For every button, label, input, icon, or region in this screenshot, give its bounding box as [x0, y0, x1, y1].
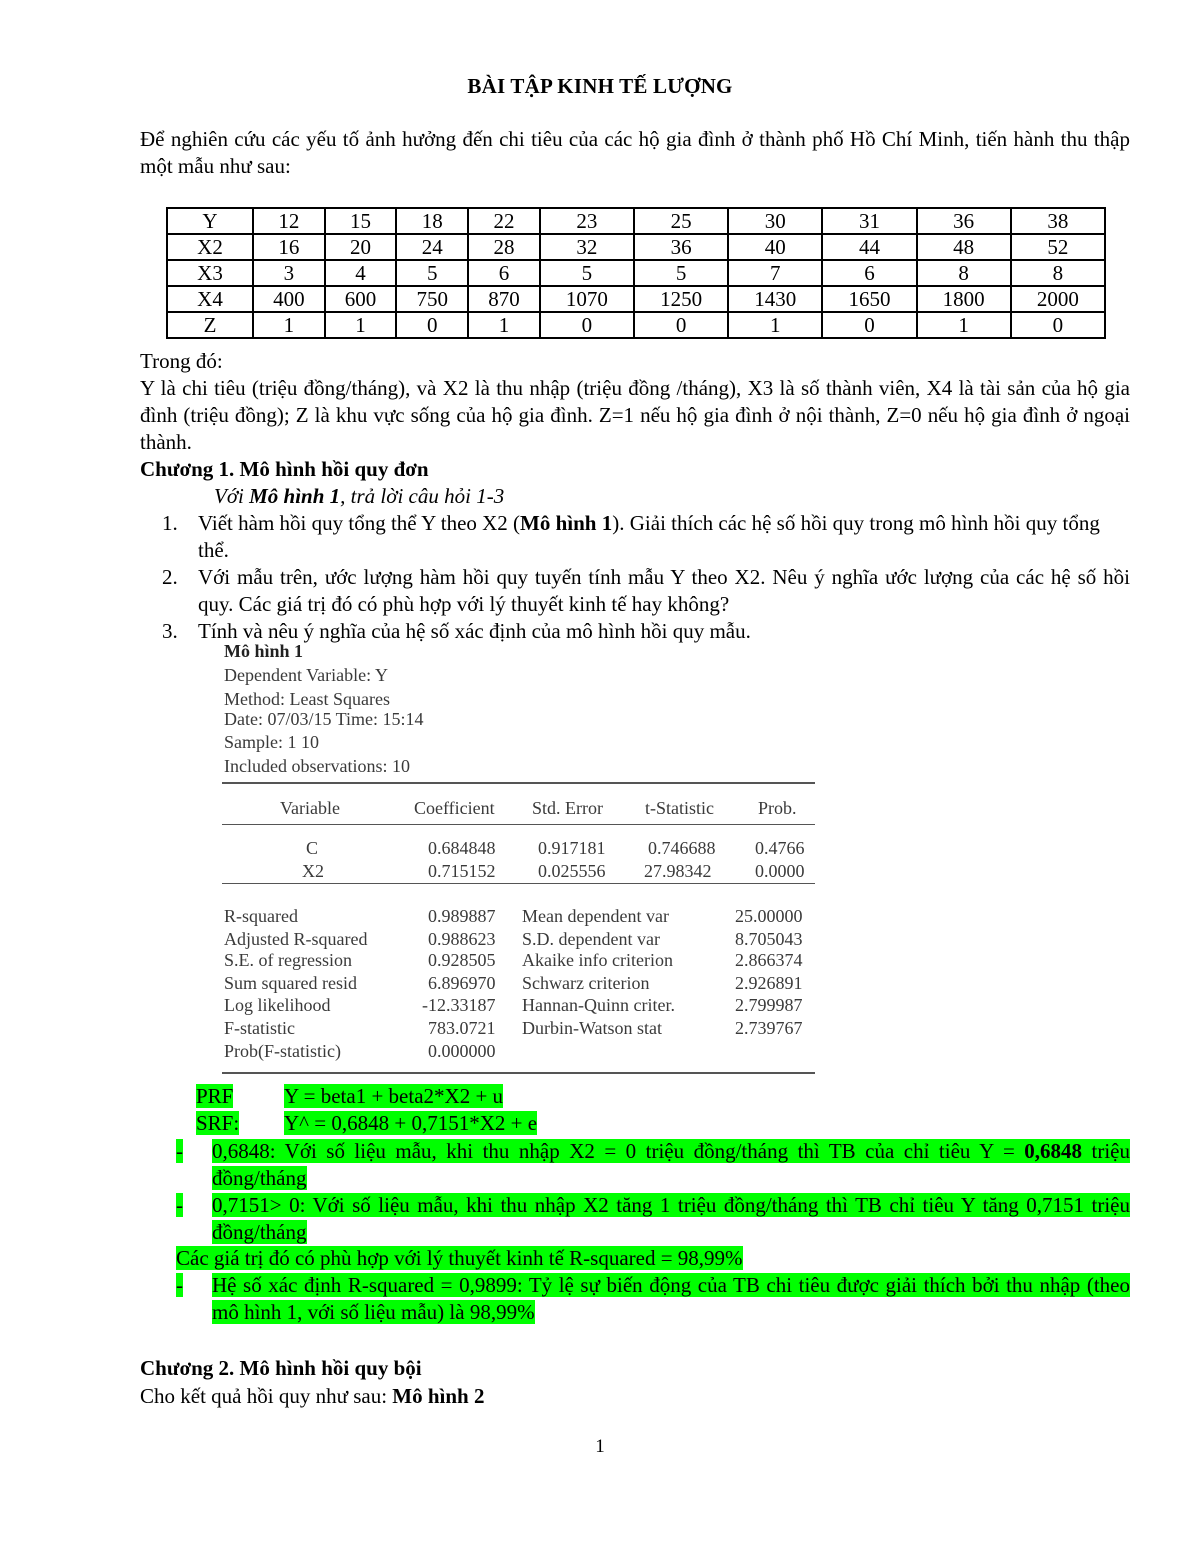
stat-label: R-squared [224, 906, 298, 926]
table-cell: 24 [396, 234, 468, 260]
table-cell: 1 [325, 312, 397, 338]
date-time: Date: 07/03/15 Time: 15:14 [224, 709, 424, 729]
table-row [167, 286, 1105, 312]
notes-heading: Trong đó: [140, 349, 223, 373]
table-cell: 5 [540, 260, 634, 286]
stat-value: 8.705043 [735, 929, 803, 949]
stat-label: Schwarz criterion [522, 973, 650, 993]
table-cell: 1 [468, 312, 540, 338]
stat-label: Mean dependent var [522, 906, 669, 926]
row-label: Z [167, 312, 253, 338]
table-cell: 15 [325, 208, 397, 234]
table-cell: 0 [396, 312, 468, 338]
answer-slope: 0,7151> 0: Với số liệu mẫu, khi thu nhập X2 tăng 1 triệu đồng/tháng thì TB chỉ tiêu Y tăng 0,7151 triệu đồng/tháng [212, 1193, 1130, 1244]
stat-value: 25.00000 [735, 906, 803, 926]
document-title: BÀI TẬP KINH TẾ LƯỢNG [467, 74, 733, 98]
table-cell: 31 [822, 208, 916, 234]
table-cell: 750 [396, 286, 468, 312]
intro-paragraph: Để nghiên cứu các yếu tố ảnh hưởng đến chi tiêu của các hộ gia đình ở thành phố Hồ Chí Minh, tiến hành thu thập một mẫu như sau: [140, 127, 1130, 178]
table-cell: 6 [468, 260, 540, 286]
srf-equation: Y^ = 0,6848 + 0,7151*X2 + e [284, 1111, 538, 1135]
srf-label: SRF: [196, 1111, 240, 1135]
table-cell: 600 [325, 286, 397, 312]
table-cell: 3 [253, 260, 325, 286]
coef-value: 0.715152 [428, 861, 496, 881]
stat-value: 0.988623 [428, 929, 496, 949]
table-cell: 5 [396, 260, 468, 286]
table-cell: 20 [325, 234, 397, 260]
dependent-variable: Dependent Variable: Y [224, 665, 388, 685]
table-cell: 25 [634, 208, 728, 234]
table-cell: 36 [917, 208, 1011, 234]
coef-value: 0.684848 [428, 838, 496, 858]
stat-label: Durbin-Watson stat [522, 1018, 663, 1038]
stat-label: F-statistic [224, 1018, 295, 1038]
prf-label: PRF [196, 1084, 234, 1108]
stat-value: 2.799987 [735, 995, 803, 1015]
stat-value: 6.896970 [428, 973, 496, 993]
stat-value: -12.33187 [422, 995, 496, 1015]
row-label: X4 [167, 286, 253, 312]
stat-label: Akaike info criterion [522, 950, 673, 970]
table-cell: 0 [634, 312, 728, 338]
rule-bottom [222, 1072, 815, 1074]
table-row [167, 260, 1105, 286]
stat-label: S.D. dependent var [522, 929, 660, 949]
chapter2-intro: Cho kết quả hồi quy như sau: Mô hình 2 [140, 1384, 485, 1408]
table-cell: 1 [917, 312, 1011, 338]
included-observations: Included observations: 10 [224, 756, 410, 776]
col-header-prob: Prob. [758, 798, 797, 818]
table-row [167, 208, 1105, 234]
coef-stderror: 0.917181 [538, 838, 606, 858]
table-cell: 1250 [634, 286, 728, 312]
bullet-marker: - [176, 1273, 183, 1297]
table-cell: 1650 [822, 286, 916, 312]
stat-label: S.E. of regression [224, 950, 352, 970]
stat-label: Sum squared resid [224, 973, 357, 993]
table-cell: 0 [540, 312, 634, 338]
row-label: X3 [167, 260, 253, 286]
prf-equation: Y = beta1 + beta2*X2 + u [284, 1084, 504, 1108]
stat-value: 0.000000 [428, 1041, 496, 1061]
table-cell: 40 [728, 234, 822, 260]
answer-r-squared: Hệ số xác định R-squared = 0,9899: Tỷ lệ sự biến động của TB chi tiêu được giải thích bởi thu nhập (theo mô hình 1, với số liệu mẫu) là 98,99% [212, 1273, 1130, 1324]
table-cell: 48 [917, 234, 1011, 260]
bullet-marker: - [176, 1193, 183, 1217]
bullet-marker: - [176, 1139, 183, 1163]
table-cell: 32 [540, 234, 634, 260]
stat-value: 783.0721 [428, 1018, 496, 1038]
stat-value: 2.926891 [735, 973, 803, 993]
table-cell: 8 [1011, 260, 1105, 286]
coef-tstat: 0.746688 [648, 838, 716, 858]
chapter2-title: Chương 2. Mô hình hồi quy bội [140, 1356, 422, 1380]
table-cell: 4 [325, 260, 397, 286]
rule-top [222, 782, 815, 784]
stat-label: Adjusted R-squared [224, 929, 368, 949]
col-header-stderror: Std. Error [532, 798, 603, 818]
table-cell: 30 [728, 208, 822, 234]
data-table [166, 207, 1106, 339]
stat-value: 0.989887 [428, 906, 496, 926]
question-list [140, 510, 1130, 645]
table-cell: 0 [1011, 312, 1105, 338]
question-item: 2. Với mẫu trên, ước lượng hàm hồi quy tuyến tính mẫu Y theo X2. Nêu ý nghĩa ước lượng của các hệ số hồi quy. Các giá trị đó có phù hợp với lý thuyết kinh tế hay không? [162, 565, 1130, 616]
row-label: Y [167, 208, 253, 234]
col-header-variable: Variable [280, 798, 340, 818]
table-cell: 870 [468, 286, 540, 312]
table-cell: 44 [822, 234, 916, 260]
table-cell: 8 [917, 260, 1011, 286]
table-cell: 12 [253, 208, 325, 234]
table-row [167, 312, 1105, 338]
table-cell: 22 [468, 208, 540, 234]
table-cell: 0 [822, 312, 916, 338]
table-cell: 36 [634, 234, 728, 260]
coef-tstat: 27.98342 [644, 861, 712, 881]
stat-label: Prob(F-statistic) [224, 1041, 341, 1061]
chapter1-title: Chương 1. Mô hình hồi quy đơn [140, 457, 429, 481]
col-header-coefficient: Coefficient [414, 798, 495, 818]
table-cell: 1070 [540, 286, 634, 312]
model-title: Mô hình 1 [224, 641, 304, 661]
stat-label: Hannan-Quinn criter. [522, 995, 675, 1015]
row-label: X2 [167, 234, 253, 260]
table-cell: 38 [1011, 208, 1105, 234]
col-header-tstat: t-Statistic [645, 798, 714, 818]
coef-variable: C [306, 838, 319, 858]
table-cell: 23 [540, 208, 634, 234]
table-cell: 52 [1011, 234, 1105, 260]
sample: Sample: 1 10 [224, 732, 319, 752]
chapter1-instruction: Với Mô hình 1, trả lời câu hỏi 1-3 [214, 484, 505, 508]
rule-coef [222, 883, 815, 884]
page-number: 1 [595, 1436, 605, 1457]
stat-value: 0.928505 [428, 950, 496, 970]
answer-fit-line: Các giá trị đó có phù hợp với lý thuyết kinh tế R-squared = 98,99% [176, 1246, 743, 1270]
table-cell: 1 [253, 312, 325, 338]
coef-stderror: 0.025556 [538, 861, 606, 881]
table-cell: 1 [728, 312, 822, 338]
coef-prob: 0.4766 [755, 838, 805, 858]
answer-intercept: 0,6848: Với số liệu mẫu, khi thu nhập X2 = 0 triệu đồng/tháng thì TB của chỉ tiêu Y = 0,6848 triệu đồng/tháng [212, 1139, 1130, 1190]
table-cell: 2000 [1011, 286, 1105, 312]
question-item: 1. Viết hàm hồi quy tổng thể Y theo X2 (Mô hình 1). Giải thích các hệ số hồi quy trong mô hình hồi quy tổng thể. [162, 511, 1100, 562]
stat-value: 2.739767 [735, 1018, 803, 1038]
table-cell: 6 [822, 260, 916, 286]
table-cell: 1430 [728, 286, 822, 312]
rule-header [222, 824, 815, 825]
variable-notes [140, 348, 1130, 456]
notes-body: Y là chi tiêu (triệu đồng/tháng), và X2 là thu nhập (triệu đồng /tháng), X3 là số thành viên, X4 là tài sản của hộ gia đình (triệu đồng); Z là khu vực sống của hộ gia đình. Z=1 nếu hộ gia đình ở nội thành, Z=0 nếu hộ gia đình ở ngoại thành. [140, 376, 1130, 454]
table-cell: 7 [728, 260, 822, 286]
question-item: 3. Tính và nêu ý nghĩa của hệ số xác định của mô hình hồi quy mẫu. [162, 619, 751, 643]
stat-value: 2.866374 [735, 950, 803, 970]
coef-variable: X2 [302, 861, 324, 881]
coef-prob: 0.0000 [755, 861, 805, 881]
table-cell: 1800 [917, 286, 1011, 312]
table-cell: 28 [468, 234, 540, 260]
table-cell: 400 [253, 286, 325, 312]
table-cell: 5 [634, 260, 728, 286]
table-cell: 16 [253, 234, 325, 260]
method: Method: Least Squares [224, 689, 390, 709]
table-cell: 18 [396, 208, 468, 234]
stat-label: Log likelihood [224, 995, 331, 1015]
table-row [167, 234, 1105, 260]
